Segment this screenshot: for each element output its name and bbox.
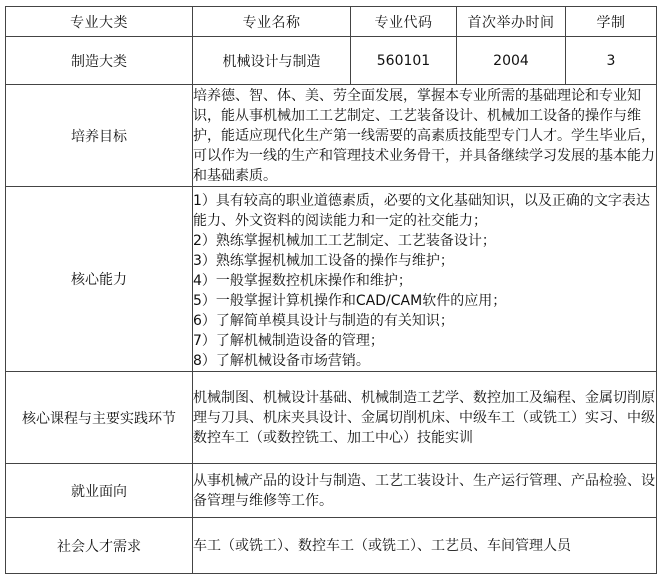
ability-item: 2）熟练掌握机械加工工艺制定、工艺装备设计； xyxy=(193,233,496,249)
courses-label: 核心课程与主要实践环节 xyxy=(6,372,193,464)
code-value: 560101 xyxy=(351,37,457,85)
major-info-table xyxy=(5,6,657,574)
header-name: 专业名称 xyxy=(193,7,351,37)
ability-item: 5）一般掌握计算机操作和CAD/CAM软件的应用； xyxy=(193,293,507,309)
ability-item: 3）熟练掌握机械加工设备的操作与维护； xyxy=(193,253,454,269)
demand-row xyxy=(6,518,657,574)
ability-item: 1）具有较高的职业道德素质，必要的文化基础知识，以及正确的文字表达能力、外文资料的阅读能力和一定的社交能力； xyxy=(193,193,650,229)
employment-label: 就业面向 xyxy=(6,464,193,518)
ability-label: 核心能力 xyxy=(6,187,193,372)
name-value: 机械设计与制造 xyxy=(193,37,351,85)
ability-row xyxy=(6,187,657,372)
ability-list xyxy=(193,187,657,372)
header-code: 专业代码 xyxy=(351,7,457,37)
header-duration: 学制 xyxy=(566,7,657,37)
header-first-year: 首次举办时间 xyxy=(457,7,566,37)
major-row xyxy=(6,37,657,85)
duration-value: 3 xyxy=(566,37,657,85)
courses-row xyxy=(6,372,657,464)
ability-item: 4）一般掌握数控机床操作和维护； xyxy=(193,273,412,289)
header-row xyxy=(6,7,657,37)
ability-item: 8）了解机械设备市场营销。 xyxy=(193,353,370,369)
demand-text: 车工（或铣工）、数控车工（或铣工）、工艺员、车间管理人员 xyxy=(193,518,657,574)
goal-row xyxy=(6,85,657,187)
employment-row xyxy=(6,464,657,518)
ability-item: 6）了解简单模具设计与制造的有关知识； xyxy=(193,313,454,329)
header-category: 专业大类 xyxy=(6,7,193,37)
year-value: 2004 xyxy=(457,37,566,85)
employment-text: 从事机械产品的设计与制造、工艺工装设计、生产运行管理、产品检验、设备管理与维修等工作。 xyxy=(193,464,657,518)
demand-label: 社会人才需求 xyxy=(6,518,193,574)
ability-item: 7）了解机械制造设备的管理； xyxy=(193,333,384,349)
goal-text: 培养德、智、体、美、劳全面发展，掌握本专业所需的基础理论和专业知识，能从事机械加工工艺制定、工艺装备设计、机械加工设备的操作与维护，能适应现代化生产第一线需要的高素质技能型专门人才。学生毕业后，可以作为一线的生产和管理技术业务骨干，并具备继续学习发展的基本能力和基础素质。 xyxy=(193,85,657,187)
goal-label: 培养目标 xyxy=(6,85,193,187)
category-value: 制造大类 xyxy=(6,37,193,85)
courses-text: 机械制图、机械设计基础、机械制造工艺学、数控加工及编程、金属切削原理与刀具、机床夹具设计、金属切削机床、中级车工（或铣工）实习、中级数控车工（或数控铣工、加工中心）技能实训 xyxy=(193,372,657,464)
